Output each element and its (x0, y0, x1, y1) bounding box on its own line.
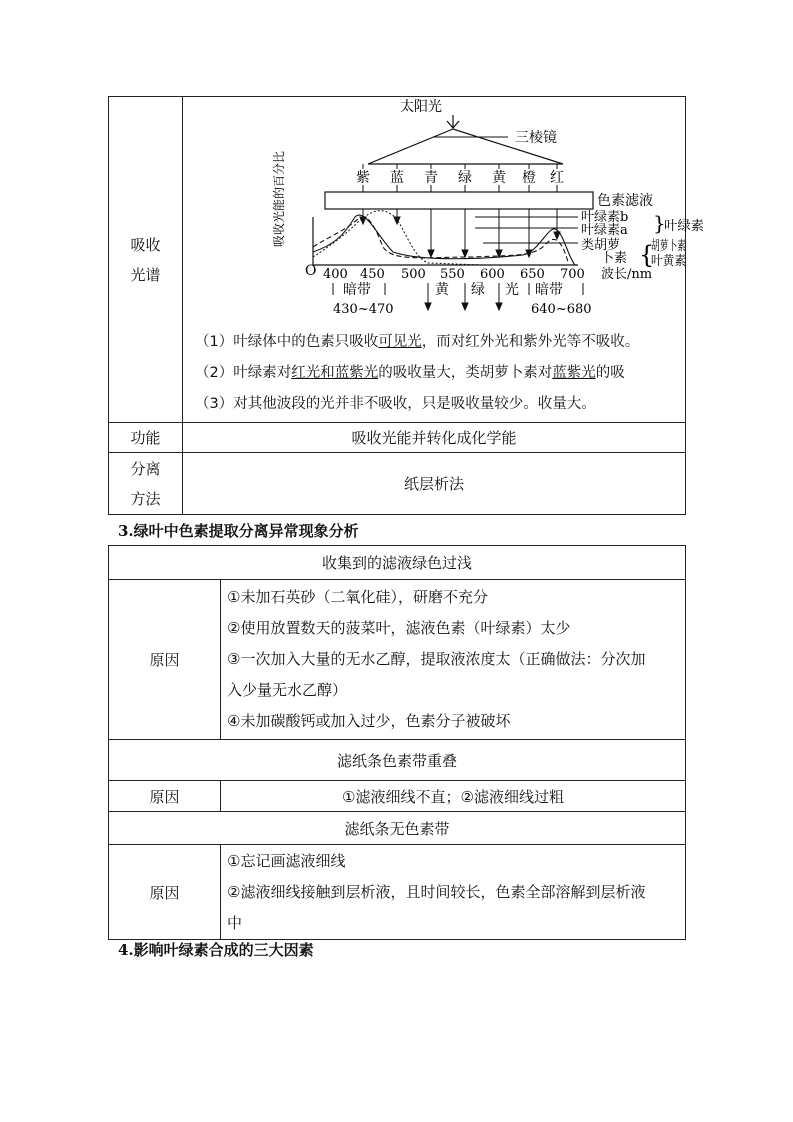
absorb-label: 吸收光谱 (130, 235, 161, 284)
x-tick: 400 (323, 267, 348, 282)
reason-item: 中 (227, 913, 243, 932)
carotenoid-label: 类胡萝 (581, 238, 621, 253)
x-ticks (323, 267, 585, 282)
color-label: 紫 (356, 170, 370, 186)
x-tick: 500 (401, 267, 426, 282)
reason-item: ④未加碳酸钙或加入过少，色素分子被破坏 (227, 712, 511, 730)
absorb-label-cell (109, 97, 183, 423)
x-tick: 650 (520, 267, 545, 282)
issue-2-reason: ①滤液细线不直；②滤液细线过粗 (221, 781, 686, 812)
point-3: （3）对其他波段的光并非不吸收，只是吸收量较少。收量大。 (195, 396, 596, 412)
color-label: 红 (550, 170, 564, 186)
anomaly-table (108, 545, 686, 940)
mid-color-label: 黄 (435, 282, 449, 298)
x-tick: 600 (480, 267, 505, 282)
absorb-content-cell (183, 97, 704, 423)
absorption-spectrum-figure (183, 97, 704, 322)
color-label: 蓝 (390, 170, 404, 186)
issue-1-reasons (221, 580, 686, 740)
chlorophyll-label: 叶绿素 (664, 219, 704, 234)
color-label: 绿 (458, 170, 472, 186)
extract-label: 色素滤液 (597, 193, 653, 209)
extract-box (325, 192, 593, 209)
section-3-title: 3.绿叶中色素提取分离异常现象分析 (118, 522, 359, 540)
y-axis-label: 吸收光能的百分比 (272, 150, 286, 247)
dark-band-label: 暗带 (343, 282, 371, 298)
color-label: 橙 (522, 170, 536, 186)
dark-band-range: 640~680 (531, 302, 592, 317)
separation-label-cell (109, 453, 183, 515)
carotenoid-label-2: 卜素 (601, 251, 628, 266)
reason-item: ③一次加入大量的无水乙醇，提取液浓度太（正确做法：分次加 (227, 650, 646, 668)
x-axis-unit: 波长/nm (601, 267, 653, 282)
issue-3-reasons (221, 845, 686, 940)
function-value: 吸收光能并转化成化学能 (183, 423, 686, 453)
reason-item: ②滤液细线接触到层析液，且时间较长，色素全部溶解到层析液 (227, 882, 646, 901)
issue-2-title: 滤纸条色素带重叠 (109, 740, 686, 781)
mid-color-label: 绿 (471, 282, 485, 298)
xanthophyll-label: 叶黄素 (651, 254, 686, 269)
point-1: （1）叶绿体中的色素只吸收可见光，而对红外光和紫外光等不吸收。 (195, 334, 640, 350)
issue-1-title: 收集到的滤液绿色过浅 (109, 546, 686, 580)
chl-a-label: 叶绿素a (581, 223, 628, 238)
reason-label: 原因 (109, 580, 221, 740)
reason-item: 入少量无水乙醇） (227, 681, 348, 699)
color-label: 黄 (492, 170, 506, 186)
dark-band-label: 暗带 (535, 282, 563, 298)
svg-text:}: } (653, 211, 666, 235)
reason-item: ①未加石英砂（二氧化硅），研磨不充分 (227, 588, 488, 606)
svg-text:{: { (639, 241, 655, 269)
spectrum-colors (356, 169, 564, 186)
reason-item: ①忘记画滤液细线 (227, 851, 346, 870)
x-tick: 450 (360, 267, 385, 282)
sunlight-label: 太阳光 (400, 99, 442, 115)
section-4-title: 4.影响叶绿素合成的三大因素 (118, 941, 314, 959)
absorb-points (195, 327, 683, 420)
carotene-label: 胡萝卜素 (651, 239, 704, 254)
dark-band-range: 430~470 (333, 302, 394, 317)
origin-label: O (305, 263, 317, 279)
x-tick: 550 (440, 267, 465, 282)
reason-label: 原因 (109, 845, 221, 940)
pigment-table (108, 96, 704, 515)
mid-color-label: 光 (505, 282, 519, 298)
prism-label: 三棱镜 (515, 130, 557, 146)
separation-value: 纸层析法 (183, 453, 686, 515)
point-2: （2）叶绿素对红光和蓝紫光的吸收量大，类胡萝卜素对蓝紫光的吸 (195, 365, 625, 381)
color-label: 青 (424, 170, 438, 186)
chl-b-label: 叶绿素b (581, 210, 629, 225)
reason-label: 原因 (109, 781, 221, 812)
x-tick: 700 (560, 267, 585, 282)
chlorophyll-a-curve (313, 215, 575, 265)
separation-label: 分离方法 (130, 459, 161, 508)
function-label: 功能 (109, 423, 183, 453)
reason-item: ②使用放置数天的菠菜叶，滤液色素（叶绿素）太少 (227, 619, 571, 637)
issue-3-title: 滤纸条无色素带 (109, 812, 686, 845)
